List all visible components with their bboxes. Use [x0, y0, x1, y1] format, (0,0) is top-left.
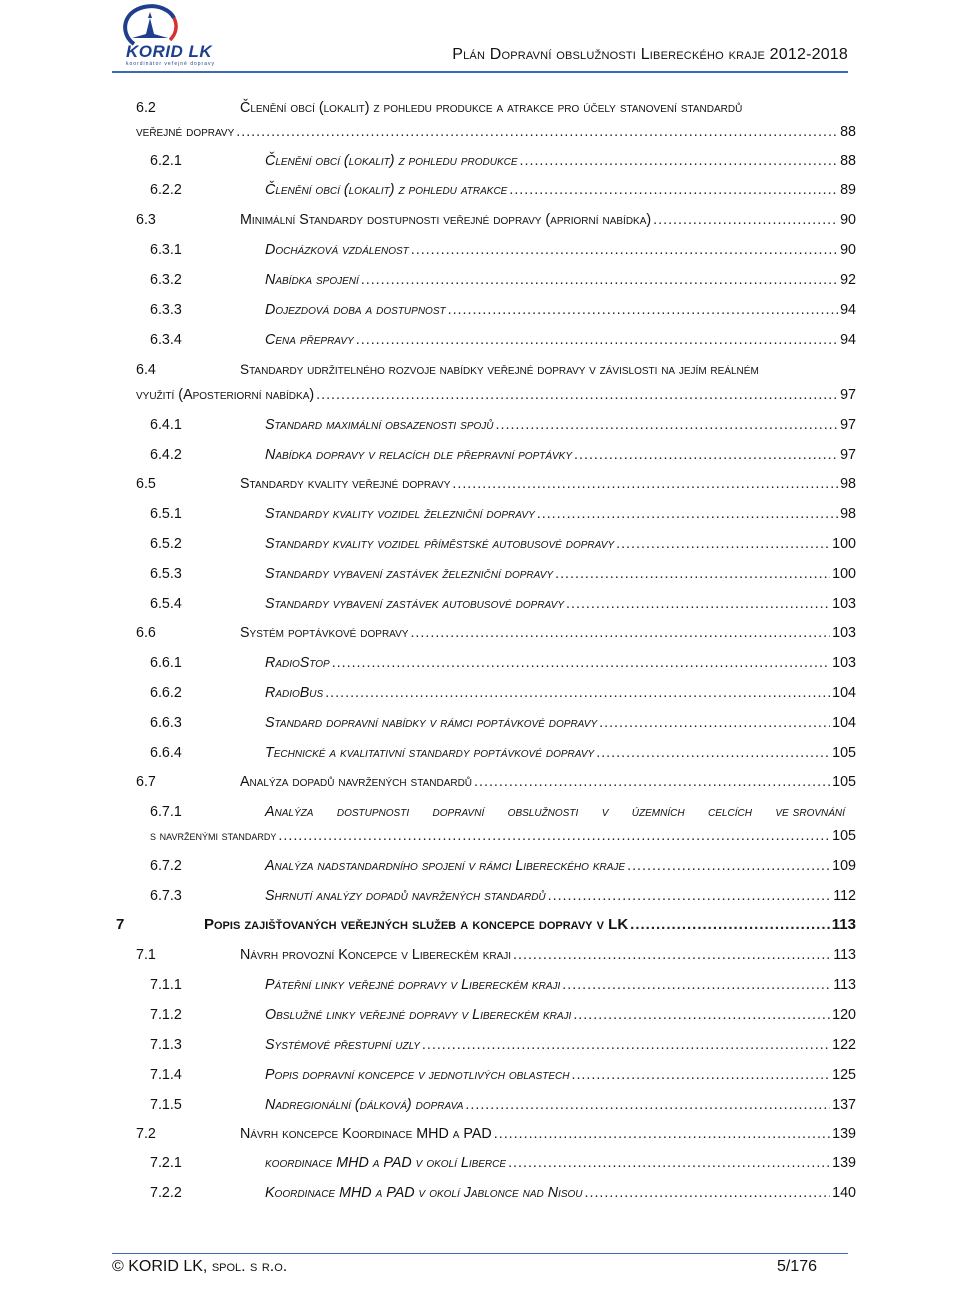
toc-leader: [555, 562, 830, 586]
toc-entry-6-2-1[interactable]: [150, 149, 856, 173]
toc-number: 6.7.1: [150, 804, 182, 820]
toc-page: 113: [831, 916, 856, 933]
toc-page: 103: [832, 596, 856, 612]
toc-entry-6-3[interactable]: [136, 208, 856, 232]
toc-entry-7-1[interactable]: [136, 943, 856, 967]
toc-entry-6-3-2[interactable]: [150, 268, 856, 292]
toc-entry-6-6-3[interactable]: [150, 711, 856, 735]
toc-entry-7-1-2[interactable]: [150, 1003, 856, 1027]
toc-title: Analýza dopadů navržených standardů: [240, 774, 473, 790]
toc-number: 6.6: [136, 625, 156, 641]
toc-entry-6-4[interactable]: [136, 358, 856, 382]
toc-title: Popis zajišťovaných veřejných služeb a koncepce dopravy v LK: [204, 916, 629, 933]
toc-title: Standardy vybavení zastávek železniční dopravy: [265, 566, 554, 582]
toc-number: 7.1.1: [150, 977, 182, 993]
toc-entry-6-7-1[interactable]: [150, 800, 856, 824]
toc-number: 6.6.2: [150, 685, 182, 701]
toc-entry-7-2[interactable]: [136, 1122, 856, 1146]
toc-title: [265, 800, 845, 824]
toc-number: 6.3.3: [150, 302, 182, 318]
toc-page: 112: [833, 888, 856, 904]
toc-number: 6.6.3: [150, 715, 182, 731]
toc-page: 109: [832, 858, 856, 874]
toc-page: 105: [832, 828, 856, 844]
toc-page: 97: [840, 387, 856, 403]
toc-number: 6.3.1: [150, 242, 182, 258]
toc-entry-7-2-2[interactable]: [150, 1181, 856, 1205]
toc-leader: [627, 854, 830, 878]
toc-page: 88: [840, 124, 856, 140]
toc-entry-6-2-2[interactable]: [150, 178, 856, 202]
toc-number: 6.5.1: [150, 506, 182, 522]
toc-entry-7-1-3[interactable]: [150, 1033, 856, 1057]
toc-entry-6-7-2[interactable]: [150, 854, 856, 878]
toc-leader: [448, 298, 838, 322]
toc-leader: [573, 1003, 830, 1027]
toc-title: Nadregionální (dálková) doprava: [265, 1097, 464, 1113]
toc-leader: [361, 268, 838, 292]
toc-entry-6-3-3[interactable]: [150, 298, 856, 322]
toc-title: Standard dopravní nabídky v rámci poptávkové dopravy: [265, 715, 598, 731]
toc-page: 139: [832, 1155, 856, 1171]
footer-divider: [112, 1253, 848, 1254]
toc-entry-7-1-5[interactable]: [150, 1093, 856, 1117]
toc-entry-6-2[interactable]: [136, 96, 856, 120]
toc-title: Koordinace MHD a PAD v okolí Jablonce nad Nisou: [265, 1185, 583, 1201]
toc-entry-6-7-1-cont[interactable]: [150, 824, 856, 848]
toc-title: Členění obcí (lokalit) z pohledu atrakce: [265, 182, 508, 198]
toc-leader: [585, 1181, 831, 1205]
toc-number: 6.3.4: [150, 332, 182, 348]
toc-entry-6-2-cont[interactable]: [136, 120, 856, 144]
toc-leader: [548, 884, 832, 908]
toc-number: 6.5: [136, 476, 156, 492]
toc-number: 6.7.2: [150, 858, 182, 874]
toc-title: Nabídka spojení: [265, 272, 359, 288]
toc-page: 113: [833, 947, 856, 963]
toc-title-word: dopravní: [432, 804, 485, 820]
toc-number: 7.1.2: [150, 1007, 182, 1023]
toc-number: 6.2: [136, 100, 156, 116]
toc-page: 98: [840, 506, 856, 522]
toc-leader: [325, 681, 830, 705]
toc-page: 113: [833, 977, 856, 993]
toc-leader: [496, 413, 839, 437]
toc-number: 6.3: [136, 212, 156, 228]
toc-title: Návrh koncepce Koordinace MHD a PAD: [240, 1126, 492, 1142]
toc-leader: [356, 328, 838, 352]
toc-leader: [410, 621, 830, 645]
toc-leader: [452, 472, 838, 496]
toc-leader: [422, 1033, 830, 1057]
toc-title: Standard maximální obsazenosti spojů: [265, 417, 494, 433]
korid-logo: [112, 4, 242, 68]
toc-title: Páteřní linky veřejné dopravy v Libereckém kraji: [265, 977, 561, 993]
toc-number: 7.1.4: [150, 1067, 182, 1083]
toc-page: 105: [832, 774, 856, 790]
toc-page: 104: [832, 685, 856, 701]
toc-title: Standardy kvality vozidel železniční dopravy: [265, 506, 535, 522]
toc-title: Analýza nadstandardního spojení v rámci Libereckého kraje: [265, 858, 626, 874]
toc-number: 7.2.1: [150, 1155, 182, 1171]
toc-entry-7-1-1[interactable]: [150, 973, 856, 997]
toc-number: 6.6.4: [150, 745, 182, 761]
toc-title: Technické a kvalitativní standardy poptávkové dopravy: [265, 745, 595, 761]
toc-leader: [411, 238, 838, 262]
toc-number: 7.1: [136, 947, 156, 963]
toc-title-cont: veřejné dopravy: [136, 124, 235, 140]
toc-page: 137: [832, 1097, 856, 1113]
toc-leader: [236, 120, 838, 144]
logo-subtext: koordinátor veřejné dopravy: [126, 61, 215, 67]
toc-entry-6-6[interactable]: [136, 621, 856, 645]
toc-leader: [571, 1063, 830, 1087]
toc-entry-6-3-4[interactable]: [150, 328, 856, 352]
toc-leader: [616, 532, 830, 556]
toc-title-word: Analýza: [265, 804, 314, 820]
toc-number: 6.5.4: [150, 596, 182, 612]
toc-number: 7.1.3: [150, 1037, 182, 1053]
toc-number: 6.4.1: [150, 417, 182, 433]
toc-title: Docházková vzdálenost: [265, 242, 409, 258]
toc-number: 6.5.3: [150, 566, 182, 582]
toc-title-word: ve srovnání: [775, 804, 845, 820]
toc-page: 90: [840, 242, 856, 258]
toc-title: Shrnutí analýzy dopadů navržených standardů: [265, 888, 546, 904]
toc-entry-6-5-3[interactable]: [150, 562, 856, 586]
toc-title: RadioBus: [265, 685, 324, 701]
toc-number: 7.2: [136, 1126, 156, 1142]
toc-number: 7.2.2: [150, 1185, 182, 1201]
toc-entry-6-7-3[interactable]: [150, 884, 856, 908]
toc-leader: [562, 973, 831, 997]
toc-leader: [596, 741, 830, 765]
toc-title: Standardy kvality vozidel příměstské autobusové dopravy: [265, 536, 615, 552]
toc-page: 139: [832, 1126, 856, 1142]
toc-page: 122: [832, 1037, 856, 1053]
toc-title: RadioStop: [265, 655, 330, 671]
toc-entry-6-5-2[interactable]: [150, 532, 856, 556]
toc-page: 89: [840, 182, 856, 198]
footer-page-number: 5/176: [776, 1258, 817, 1275]
toc-leader: [566, 592, 830, 616]
toc-number: 6.7: [136, 774, 156, 790]
toc-title: koordinace MHD a PAD v okolí Liberce: [265, 1155, 507, 1171]
toc-title: Systém poptávkové dopravy: [240, 625, 409, 641]
toc-number: 6.5.2: [150, 536, 182, 552]
toc-entry-6-5-4[interactable]: [150, 592, 856, 616]
toc-page: 140: [832, 1185, 856, 1201]
toc-title-word: celcích: [708, 804, 752, 820]
toc-entry-6-4-cont[interactable]: [136, 383, 856, 407]
toc-number: 6.3.2: [150, 272, 182, 288]
toc-entry-6-4-2[interactable]: [150, 443, 856, 467]
toc-entry-6-6-2[interactable]: [150, 681, 856, 705]
toc-title: Členění obcí (lokalit) z pohledu produkce a atrakce pro účely stanovení standardů: [240, 100, 743, 116]
toc-title: Cena přepravy: [265, 332, 354, 348]
document-title: Plán Dopravní obslužnosti Libereckého kraje 2012-2018: [452, 46, 848, 63]
toc-page: 120: [832, 1007, 856, 1023]
toc-page: 94: [840, 332, 856, 348]
toc-title-word: dostupnosti: [336, 804, 410, 820]
toc-leader: [332, 651, 830, 675]
toc-number: 6.2.1: [150, 153, 182, 169]
toc-title-cont: využití (Aposteriorní nabídka): [136, 387, 315, 403]
toc-leader: [574, 443, 838, 467]
toc-title: Standardy udržitelného rozvoje nabídky veřejné dopravy v závislosti na jejím reálném: [240, 362, 759, 377]
toc-page: 125: [832, 1067, 856, 1083]
toc-page: 103: [832, 655, 856, 671]
toc-title: Minimální Standardy dostupnosti veřejné dopravy (apriorní nabídka): [240, 212, 652, 228]
toc-page: 90: [840, 212, 856, 228]
toc-entry-7[interactable]: [116, 913, 856, 937]
toc-entry-6-3-1[interactable]: [150, 238, 856, 262]
toc-page: 94: [840, 302, 856, 318]
toc-page: 88: [840, 153, 856, 169]
toc-leader: [316, 383, 838, 407]
toc-leader: [278, 824, 830, 848]
toc-page: 104: [832, 715, 856, 731]
toc-leader: [520, 149, 839, 173]
toc-leader: [508, 1151, 830, 1175]
toc-title: Členění obcí (lokalit) z pohledu produkce: [265, 153, 518, 169]
toc-title-word: v: [601, 804, 609, 820]
toc-entry-7-1-4[interactable]: [150, 1063, 856, 1087]
toc-leader: [474, 770, 830, 794]
toc-title-cont: s navrženými standardy: [150, 828, 277, 843]
toc-leader: [465, 1093, 830, 1117]
header-divider: [112, 71, 848, 73]
toc-page: 97: [840, 447, 856, 463]
toc-number: 6.6.1: [150, 655, 182, 671]
toc-entry-6-6-4[interactable]: [150, 741, 856, 765]
toc-leader: [494, 1122, 830, 1146]
toc-entry-6-7[interactable]: [136, 770, 856, 794]
toc-page: 92: [840, 272, 856, 288]
toc-title: Popis dopravní koncepce v jednotlivých oblastech: [265, 1067, 570, 1083]
toc-leader: [630, 913, 830, 937]
toc-page: 100: [832, 536, 856, 552]
toc-title: Standardy kvality veřejné dopravy: [240, 476, 451, 492]
toc-title-word: územních: [631, 804, 685, 820]
toc-title-word: obslužnosti: [507, 804, 579, 820]
toc-number: 7: [116, 916, 125, 933]
toc-page: 97: [840, 417, 856, 433]
toc-title: Systémové přestupní uzly: [265, 1037, 420, 1053]
toc-title: Standardy vybavení zastávek autobusové dopravy: [265, 596, 565, 612]
footer-company: © KORID LK, spol. s r.o.: [112, 1258, 288, 1275]
toc-leader: [513, 943, 831, 967]
toc-number: 6.4.2: [150, 447, 182, 463]
toc-page: 105: [832, 745, 856, 761]
toc-number: 6.4: [136, 362, 156, 378]
page-header: [0, 0, 960, 80]
toc-leader: [599, 711, 830, 735]
toc-entry-6-6-1[interactable]: [150, 651, 856, 675]
toc-entry-6-4-1[interactable]: [150, 413, 856, 437]
toc-entry-6-5[interactable]: [136, 472, 856, 496]
toc-leader: [653, 208, 838, 232]
toc-title: Nabídka dopravy v relacích dle přepravní poptávky: [265, 447, 573, 463]
toc-entry-7-2-1[interactable]: [150, 1151, 856, 1175]
toc-number: 6.2.2: [150, 182, 182, 198]
toc-leader: [509, 178, 838, 202]
toc-title: Obslužné linky veřejné dopravy v Libereckém kraji: [265, 1007, 572, 1023]
toc-number: 7.1.5: [150, 1097, 182, 1113]
toc-page: 100: [832, 566, 856, 582]
toc-entry-6-5-1[interactable]: [150, 502, 856, 526]
toc-page: 98: [840, 476, 856, 492]
toc-page: 103: [832, 625, 856, 641]
toc-title: Návrh provozní Koncepce v Libereckém kraji: [240, 947, 512, 963]
toc-number: 6.7.3: [150, 888, 182, 904]
toc-leader: [537, 502, 838, 526]
toc-title: Dojezdová doba a dostupnost: [265, 302, 446, 318]
logo-text: KORID LK: [126, 42, 213, 61]
